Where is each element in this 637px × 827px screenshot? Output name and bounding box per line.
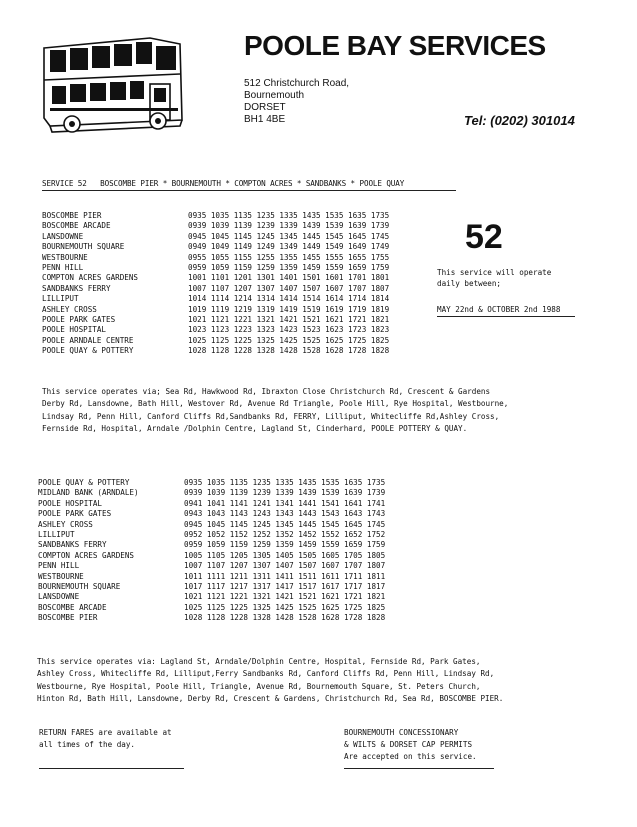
address-line: BH1 4BE: [244, 114, 286, 125]
departure-times: 0935 1035 1135 1235 1335 1435 1535 1635 1735: [184, 478, 386, 487]
stop-name: LILLIPUT: [38, 529, 75, 539]
stop-name: COMPTON ACRES GARDENS: [38, 550, 135, 560]
departure-times: 0945 1045 1145 1245 1345 1445 1545 1645 1745: [188, 231, 390, 241]
footer-line: Are accepted on this service.: [344, 752, 477, 761]
route-line: Westbourne, Rye Hospital, Poole Hill, Triangle, Avenue Rd, Bournemouth Square, St. Peters Church,: [37, 681, 481, 691]
stop-name: LANSDOWNE: [38, 592, 80, 602]
route-line: Hinton Rd, Bath Hill, Lansdowne, Derby Rd, Crescent & Gardens, Christchurch Rd, Sea Rd, BOSCOMBE PIER.: [37, 694, 504, 704]
departure-times: 1021 1121 1221 1321 1421 1521 1621 1721 1821: [184, 592, 386, 602]
stop-name: BOSCOMBE PIER: [38, 613, 98, 623]
stop-name: POOLE PARK GATES: [42, 314, 116, 324]
departure-times: 1017 1117 1217 1317 1417 1517 1617 1717 1817: [184, 581, 386, 591]
stop-name: LILLIPUT: [42, 294, 79, 304]
departure-times: 0959 1059 1159 1259 1359 1459 1559 1659 1759: [184, 540, 386, 550]
departure-times: 0941 1041 1141 1241 1341 1441 1541 1641 1741: [184, 498, 386, 508]
departure-times: 1028 1128 1228 1328 1428 1528 1628 1728 1828: [184, 613, 386, 623]
stop-name: BOSCOMBE ARCADE: [42, 221, 111, 231]
address-line: DORSET: [244, 102, 286, 113]
stop-name: BOSCOMBE PIER: [42, 211, 102, 220]
departure-times: 1011 1111 1211 1311 1411 1511 1611 1711 1811: [184, 571, 386, 581]
stop-name: ASHLEY CROSS: [38, 519, 93, 529]
stop-name: BOURNEMOUTH SQUARE: [42, 242, 125, 252]
stop-name: POOLE HOSPITAL: [42, 325, 107, 335]
footer-line: & WILTS & DORSET CAP PERMITS: [344, 740, 473, 749]
stop-name: WESTBOURNE: [42, 252, 88, 262]
departure-times: 1025 1125 1225 1325 1425 1525 1625 1725 1825: [188, 335, 390, 345]
stop-name: BOURNEMOUTH SQUARE: [38, 581, 121, 591]
departure-times: 0955 1055 1155 1255 1355 1455 1555 1655 1755: [188, 252, 390, 262]
route-line: Fernside Rd, Hospital, Arndale /Dolphin Centre, Lagland St, Cinderhard, POOLE POTTERY & QUAY.: [42, 424, 468, 434]
dates-underline: [437, 316, 575, 317]
departure-times: 0959 1059 1159 1259 1359 1459 1559 1659 1759: [188, 262, 390, 272]
departure-times: 0939 1039 1139 1239 1339 1439 1539 1639 1739: [188, 221, 390, 231]
departure-times: 1023 1123 1223 1323 1423 1523 1623 1723 1823: [188, 325, 390, 335]
stop-name: ASHLEY CROSS: [42, 304, 97, 314]
route-line: This service operates via: Lagland St, Arndale/Dolphin Centre, Hospital, Fernside Rd, Park Gates,: [37, 657, 481, 666]
stop-name: POOLE PARK GATES: [38, 509, 112, 519]
operating-note-line: This service will operate: [437, 268, 552, 277]
stop-name: BOSCOMBE ARCADE: [38, 602, 107, 612]
inbound-route-description: [37, 656, 503, 706]
departure-times: 1007 1107 1207 1307 1407 1507 1607 1707 1807: [188, 283, 390, 293]
stop-name: POOLE QUAY & POTTERY: [38, 478, 130, 487]
stop-name: SANDBANKS FERRY: [38, 540, 107, 550]
departure-times: 1001 1101 1201 1301 1401 1501 1601 1701 1801: [188, 273, 390, 283]
operating-note: [437, 267, 551, 289]
address-line: 512 Christchurch Road,: [244, 78, 350, 89]
company-name: POOLE BAY SERVICES: [244, 30, 546, 61]
departure-times: 1005 1105 1205 1305 1405 1505 1605 1705 1805: [184, 550, 386, 560]
departure-times: 1028 1128 1228 1328 1428 1528 1628 1728 1828: [188, 346, 390, 356]
stop-name: POOLE ARNDALE CENTRE: [42, 335, 134, 345]
route-line: Lindsay Rd, Penn Hill, Canford Cliffs Rd,Sandbanks Rd, FERRY, Lilliput, Whitecliffe Rd,Ashley Cross,: [42, 411, 500, 421]
stop-name: MIDLAND BANK (ARNDALE): [38, 488, 139, 498]
stop-name: COMPTON ACRES GARDENS: [42, 273, 139, 283]
address-line: Bournemouth: [244, 90, 305, 101]
return-fares-note: [39, 727, 172, 751]
departure-times: 1025 1125 1225 1325 1425 1525 1625 1725 1825: [184, 602, 386, 612]
departure-times: 0943 1043 1143 1243 1343 1443 1543 1643 1743: [184, 509, 386, 519]
footer-line: all times of the day.: [39, 740, 136, 749]
stop-name: POOLE QUAY & POTTERY: [42, 346, 134, 356]
concession-note: [344, 727, 477, 763]
departure-times: 0949 1049 1149 1249 1349 1449 1549 1649 1749: [188, 242, 390, 252]
route-line: Ashley Cross, Whitecliffe Rd, Lilliput,Ferry Sandbanks Rd, Canford Cliffs Rd, Penn Hill, Lindsay Rd,: [37, 669, 495, 679]
departure-times: 0939 1039 1139 1239 1339 1439 1539 1639 1739: [184, 488, 386, 498]
departure-times: 0945 1045 1145 1245 1345 1445 1545 1645 1745: [184, 519, 386, 529]
stop-name: SANDBANKS FERRY: [42, 283, 111, 293]
footer-right-rule: [344, 768, 494, 769]
operating-dates: MAY 22nd & OCTOBER 2nd 1988: [437, 305, 561, 314]
route-line: This service operates via; Sea Rd, Hawkwood Rd, Ibraxton Close Christchurch Rd, Crescent & Gardens: [42, 387, 491, 396]
operating-note-line: daily between;: [437, 279, 502, 288]
service-route-heading: SERVICE 52 BOSCOMBE PIER * BOURNEMOUTH * COMPTON ACRES * SANDBANKS * POOLE QUAY: [42, 179, 405, 188]
telephone-number: Tel: (0202) 301014: [464, 113, 575, 128]
departure-times: 1014 1114 1214 1314 1414 1514 1614 1714 1814: [188, 294, 390, 304]
footer-line: BOURNEMOUTH CONCESSIONARY: [344, 728, 459, 737]
departure-times: 1019 1119 1219 1319 1419 1519 1619 1719 1819: [188, 304, 390, 314]
bus-logo: [30, 28, 190, 134]
stop-name: PENN HILL: [38, 561, 80, 571]
company-address: [244, 78, 349, 126]
departure-times: 1021 1121 1221 1321 1421 1521 1621 1721 1821: [188, 314, 390, 324]
service-number: 52: [465, 218, 503, 256]
stop-name: PENN HILL: [42, 262, 84, 272]
stop-name: WESTBOURNE: [38, 571, 84, 581]
stop-name: POOLE HOSPITAL: [38, 498, 103, 508]
footer-line: RETURN FARES are available at: [39, 728, 172, 737]
route-line: Derby Rd, Lansdowne, Bath Hill, Westover Rd, Avenue Rd Triangle, Poole Hill, Rye Hospital, Westbourne,: [42, 399, 509, 409]
departure-times: 1007 1107 1207 1307 1407 1507 1607 1707 1807: [184, 561, 386, 571]
footer-left-rule: [39, 768, 184, 769]
stop-name: LANSDOWNE: [42, 231, 84, 241]
heading-underline: [42, 190, 456, 191]
outbound-route-description: [42, 386, 508, 436]
departure-times: 0935 1035 1135 1235 1335 1435 1535 1635 1735: [188, 211, 390, 220]
departure-times: 0952 1052 1152 1252 1352 1452 1552 1652 1752: [184, 529, 386, 539]
